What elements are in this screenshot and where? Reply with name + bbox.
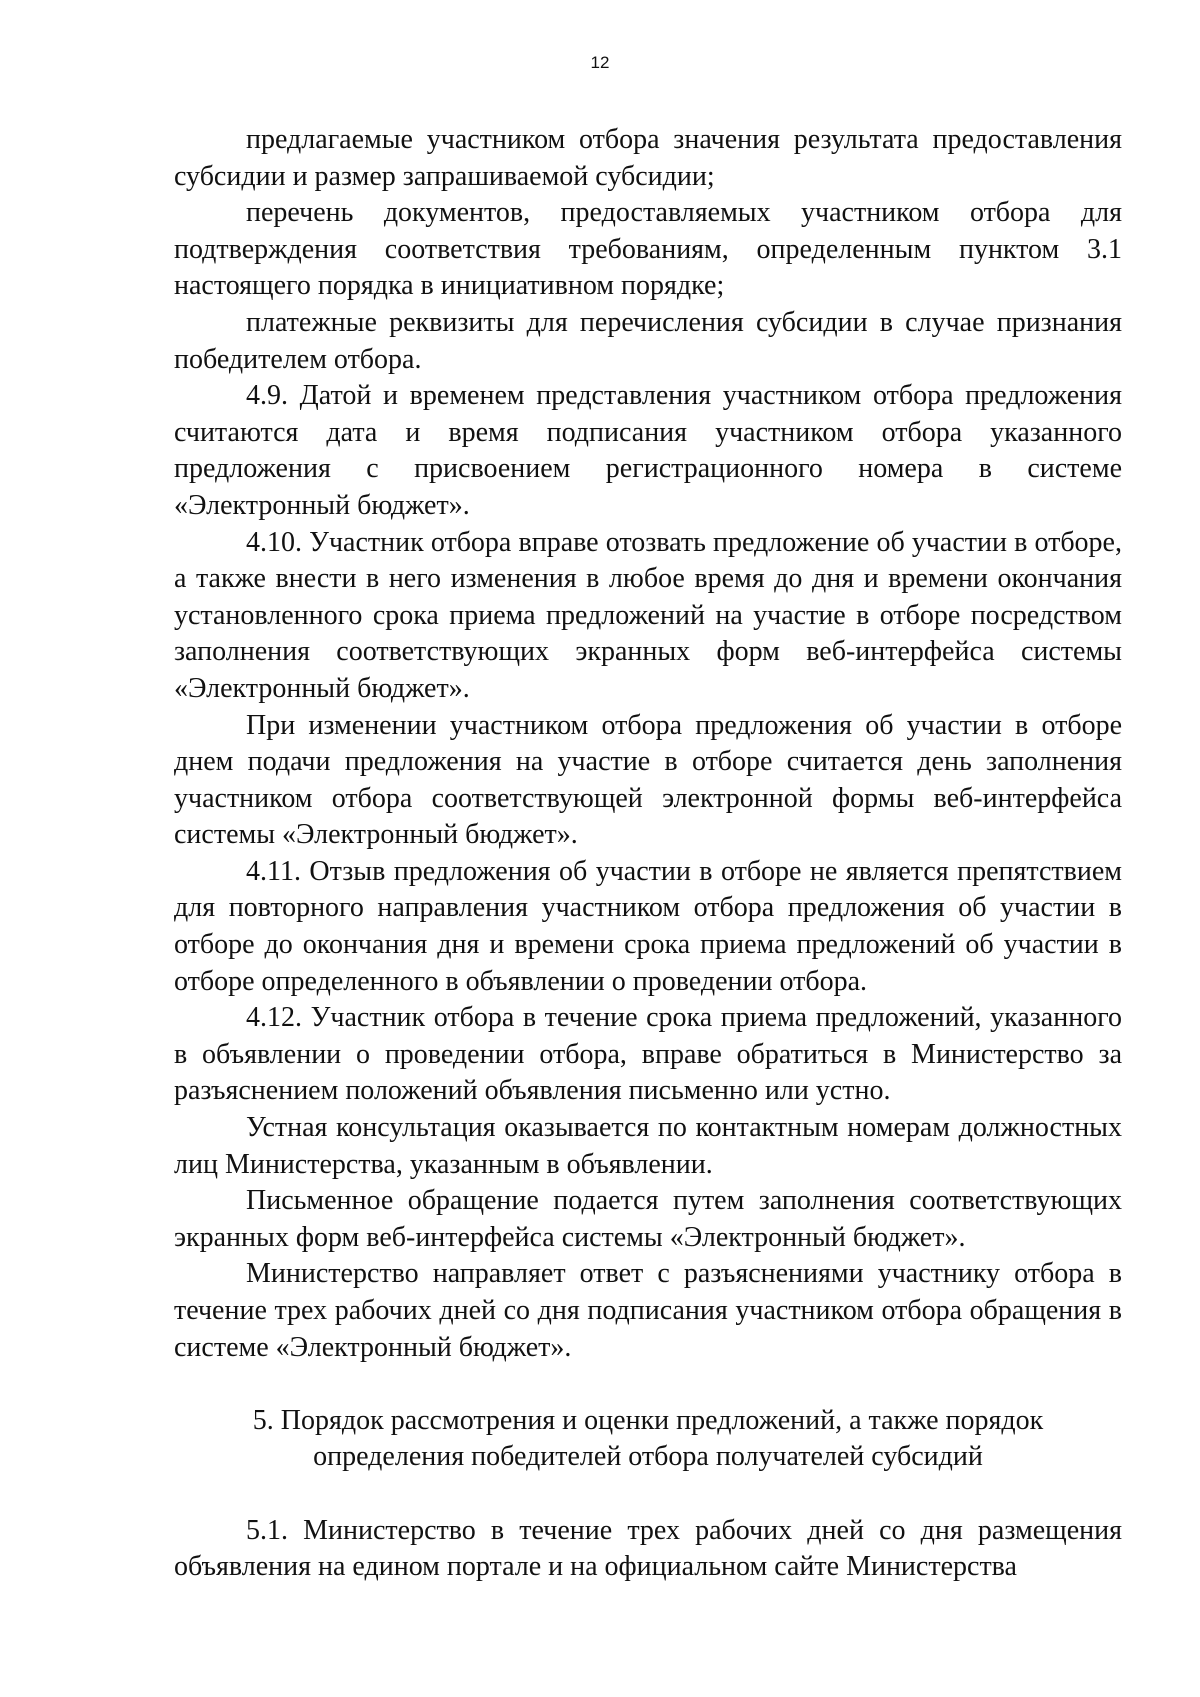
paragraph-result-values: предлагаемые участником отбора значения результата предоставления субсидии и размер запрашиваемой субсидии;: [174, 124, 1122, 192]
document-body: [174, 122, 1122, 1586]
paragraph-oral-consultation: Устная консультация оказывается по контактным номерам должностных лиц Министерства, указанным в объявлении.: [174, 1112, 1122, 1180]
page-number: 12: [590, 53, 610, 72]
paragraph-payment-details: платежные реквизиты для перечисления субсидии в случае признания победителем отбора.: [174, 306, 1122, 375]
section-5-heading-line-2: определения победителей отбора получателей субсидий: [313, 1441, 983, 1473]
paragraph-4-12: 4.12. Участник отбора в течение срока приема предложений, указанного в объявлении о проведении отбора, вправе обратиться в Министерство за разъяснением положений объявления письменно или устно.: [174, 1002, 1122, 1107]
section-5-heading: [174, 1403, 1122, 1476]
section-5-heading-line-1: 5. Порядок рассмотрения и оценки предложений, а также порядок: [252, 1404, 1044, 1436]
paragraph-proposal-change: При изменении участником отбора предложения об участии в отборе днем подачи предложения на участие в отборе считается день заполнения участником отбора соответствующей электронной формы веб-интерфейса системы «Электронный бюджет».: [174, 709, 1122, 851]
paragraph-5-1: 5.1. Министерство в течение трех рабочих дней со дня размещения объявления на едином портале и на официальном сайте Министерства: [174, 1514, 1122, 1583]
paragraph-4-9: 4.9. Датой и временем представления участником отбора предложения считаются дата и время подписания участником отбора указанного предложения с присвоением регистрационного номера в системе «Электронный бюджет».: [174, 380, 1122, 521]
paragraph-4-11: 4.11. Отзыв предложения об участии в отборе не является препятствием для повторного направления участником отбора предложения об участии в отборе до окончания дня и времени срока приема предложений об участии в отборе определенного в объявлении о проведении отбора.: [174, 855, 1122, 997]
paragraph-ministry-response: Министерство направляет ответ с разъяснениями участнику отбора в течение трех рабочих дней со дня подписания участником отбора обращения в системе «Электронный бюджет».: [174, 1258, 1122, 1363]
paragraph-documents-list: перечень документов, предоставляемых участником отбора для подтверждения соответствия требованиям, определенным пунктом 3.1 настоящего порядка в инициативном порядке;: [174, 197, 1122, 302]
paragraph-4-10: 4.10. Участник отбора вправе отозвать предложение об участии в отборе, а также внести в него изменения в любое время до дня и времени окончания установленного срока приема предложений на участие в отборе посредством заполнения соответствующих экранных форм веб-интерфейса системы «Электронный бюджет».: [174, 526, 1122, 704]
paragraph-written-request: Письменное обращение подается путем заполнения соответствующих экранных форм веб-интерфейса системы «Электронный бюджет».: [174, 1185, 1122, 1253]
